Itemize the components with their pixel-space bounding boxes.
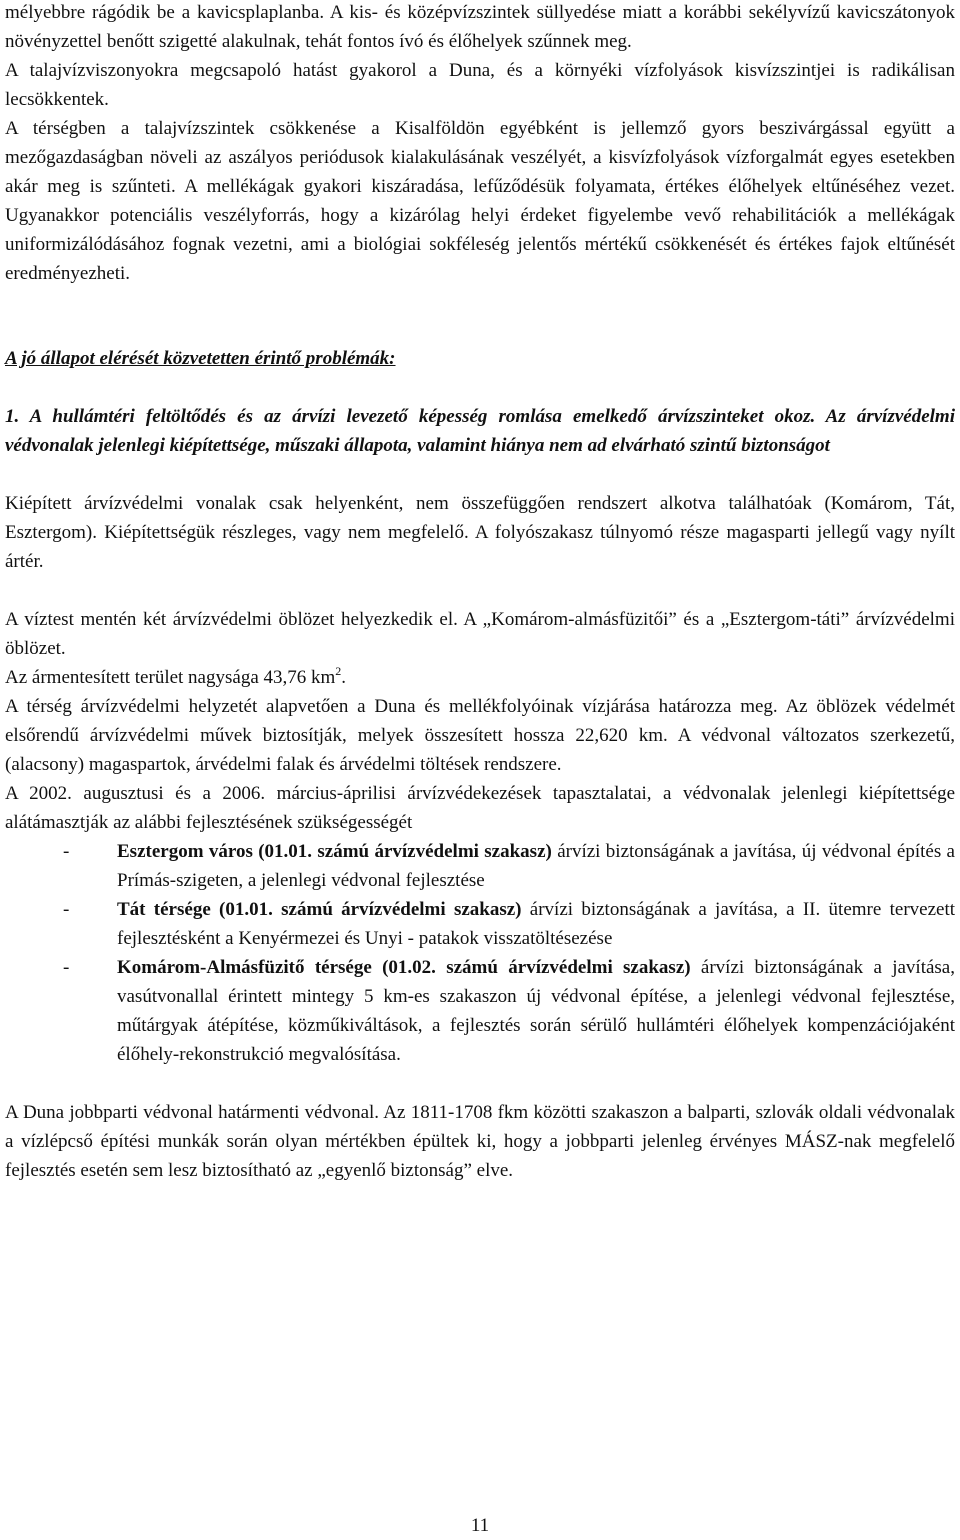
paragraph-experiences: A 2002. augusztusi és a 2006. március-áprilisi árvízvédekezések tapasztalatai, a védvonalak jelenlegi kiépítettsége alátámasztják az alábbi fejlesztésének szükségességét — [5, 783, 955, 833]
list-item-title: Tát térsége (01.01. számú árvízvédelmi szakasz) — [117, 899, 522, 920]
list-item-title: Esztergom város (01.01. számú árvízvédelmi szakasz) — [117, 841, 552, 862]
list-item — [5, 837, 955, 895]
list-item-text: árvízi biztonságának a javítása, új védvonal építés a Prímás-szigeten, a jelenlegi védvonal fejlesztése — [117, 841, 955, 891]
paragraph-protected-area — [5, 663, 955, 692]
section-heading: A jó állapot elérését közvetetten érintő problémák: — [5, 348, 396, 369]
list-dash: - — [63, 899, 70, 920]
list-dash: - — [63, 957, 70, 978]
paragraph-groundwater: A talajvízviszonyokra megcsapoló hatást gyakorol a Duna, és a környéki vízfolyások kisvízszintjei is radikálisan lecsökkentek. — [5, 60, 955, 110]
development-list — [5, 837, 955, 1069]
problem-1: 1. A hullámtéri feltöltődés és az árvízi levezető képesség romlása emelkedő árvízszinteket okoz. Az árvízvédelmi védvonalak jelenlegi kiépítettsége, műszaki állapota, valamint hiánya nem ad elvárható szintű biztonságot — [5, 406, 955, 456]
list-item-text: árvízi biztonságának a javítása, a II. ütemre tervezett fejlesztésként a Kenyérmezei és Unyi - patakok visszatöltésezése — [117, 899, 955, 949]
list-item-title: Komárom-Almásfüzitő térsége (01.02. számú árvízvédelmi szakasz) — [117, 957, 691, 978]
area-unit-superscript: 2 — [335, 664, 342, 678]
protected-area-end: . — [341, 667, 347, 688]
paragraph-flood-lines: Kiépített árvízvédelmi vonalak csak helyenként, nem összefüggően rendszert alkotva találhatóak (Komárom, Tát, Esztergom). Kiépítettségük részleges, vagy nem megfelelő. A folyószakasz túlnyomó része magasparti jellegű vagy nyílt ártér. — [5, 493, 955, 572]
protected-area-text: Az ármentesített terület nagysága 43,76 km — [5, 667, 336, 688]
page-number: 11 — [470, 1515, 490, 1536]
list-item-text: árvízi biztonságának a javítása, vasútvonallal érintett mintegy 5 km-es szakaszon új védvonal építése, a jelenlegi védvonal fejlesztése, műtárgyak átépítése, közműkiváltások, a fejlesztés során sérülő hullámtéri élőhelyek kompenzációjaként élőhely-rekonstrukció megvalósítása. — [117, 957, 955, 1065]
paragraph-border-line: A Duna jobbparti védvonal határmenti védvonal. Az 1811-1708 fkm közötti szakaszon a balparti, szlovák oldali védvonalak a vízlépcső építési munkák során olyan mértékben épültek ki, hogy a jobbparti jelenleg érvényes MÁSZ-nak megfelelő fejlesztés esetén sem lesz biztosítható az „egyenlő biztonság” elve. — [5, 1102, 955, 1181]
document-page — [5, 0, 955, 1185]
paragraph-riverbed: mélyebbre rágódik be a kavicsplaplanba. A kis- és középvízszintek süllyedése miatt a korábbi sekélyvízű kavicszátonyok növényzettel benőtt szigetté alakulnak, tehát fontos ívó és élőhelyek szűnnek meg. — [5, 2, 955, 52]
list-item — [5, 953, 955, 1069]
list-dash: - — [63, 841, 70, 862]
paragraph-flood-situation: A térség árvízvédelmi helyzetét alapvetően a Duna és mellékfolyóinak vízjárása határozza meg. Az öblözek védelmét elsőrendű árvízvédelmi művek biztosítják, melyek összesített hossza 22,620 km. A védvonal változatos szerkezetű, (alacsony) magaspartok, árvédelmi falak és árvédelmi töltések rendszere. — [5, 696, 955, 775]
list-item — [5, 895, 955, 953]
paragraph-drought: A térségben a talajvízszintek csökkenése a Kisalföldön egyébként is jellemző gyors beszivárgással együtt a mezőgazdaságban növeli az aszályos periódusok kialakulásának veszélyét, a kisvízfolyások vízforgalmát egyes esetekben akár meg is szűnteti. A mellékágak gyakori kiszáradása, lefűződésük folyamata, értékes élőhelyek eltűnéséhez vezet. Ugyanakkor potenciális veszélyforrás, hogy a kizárólag helyi érdeket figyelembe vevő rehabilitációk a mellékágak uniformizálódásához fognak vezetni, ami a biológiai sokféleség jelentős mértékű csökkenését és értékes fajok eltűnését eredményezheti. — [5, 118, 955, 284]
paragraph-basins: A víztest mentén két árvízvédelmi öblözet helyezkedik el. A „Komárom-almásfüzitői” és a „Esztergom-táti” árvízvédelmi öblözet. — [5, 609, 955, 659]
